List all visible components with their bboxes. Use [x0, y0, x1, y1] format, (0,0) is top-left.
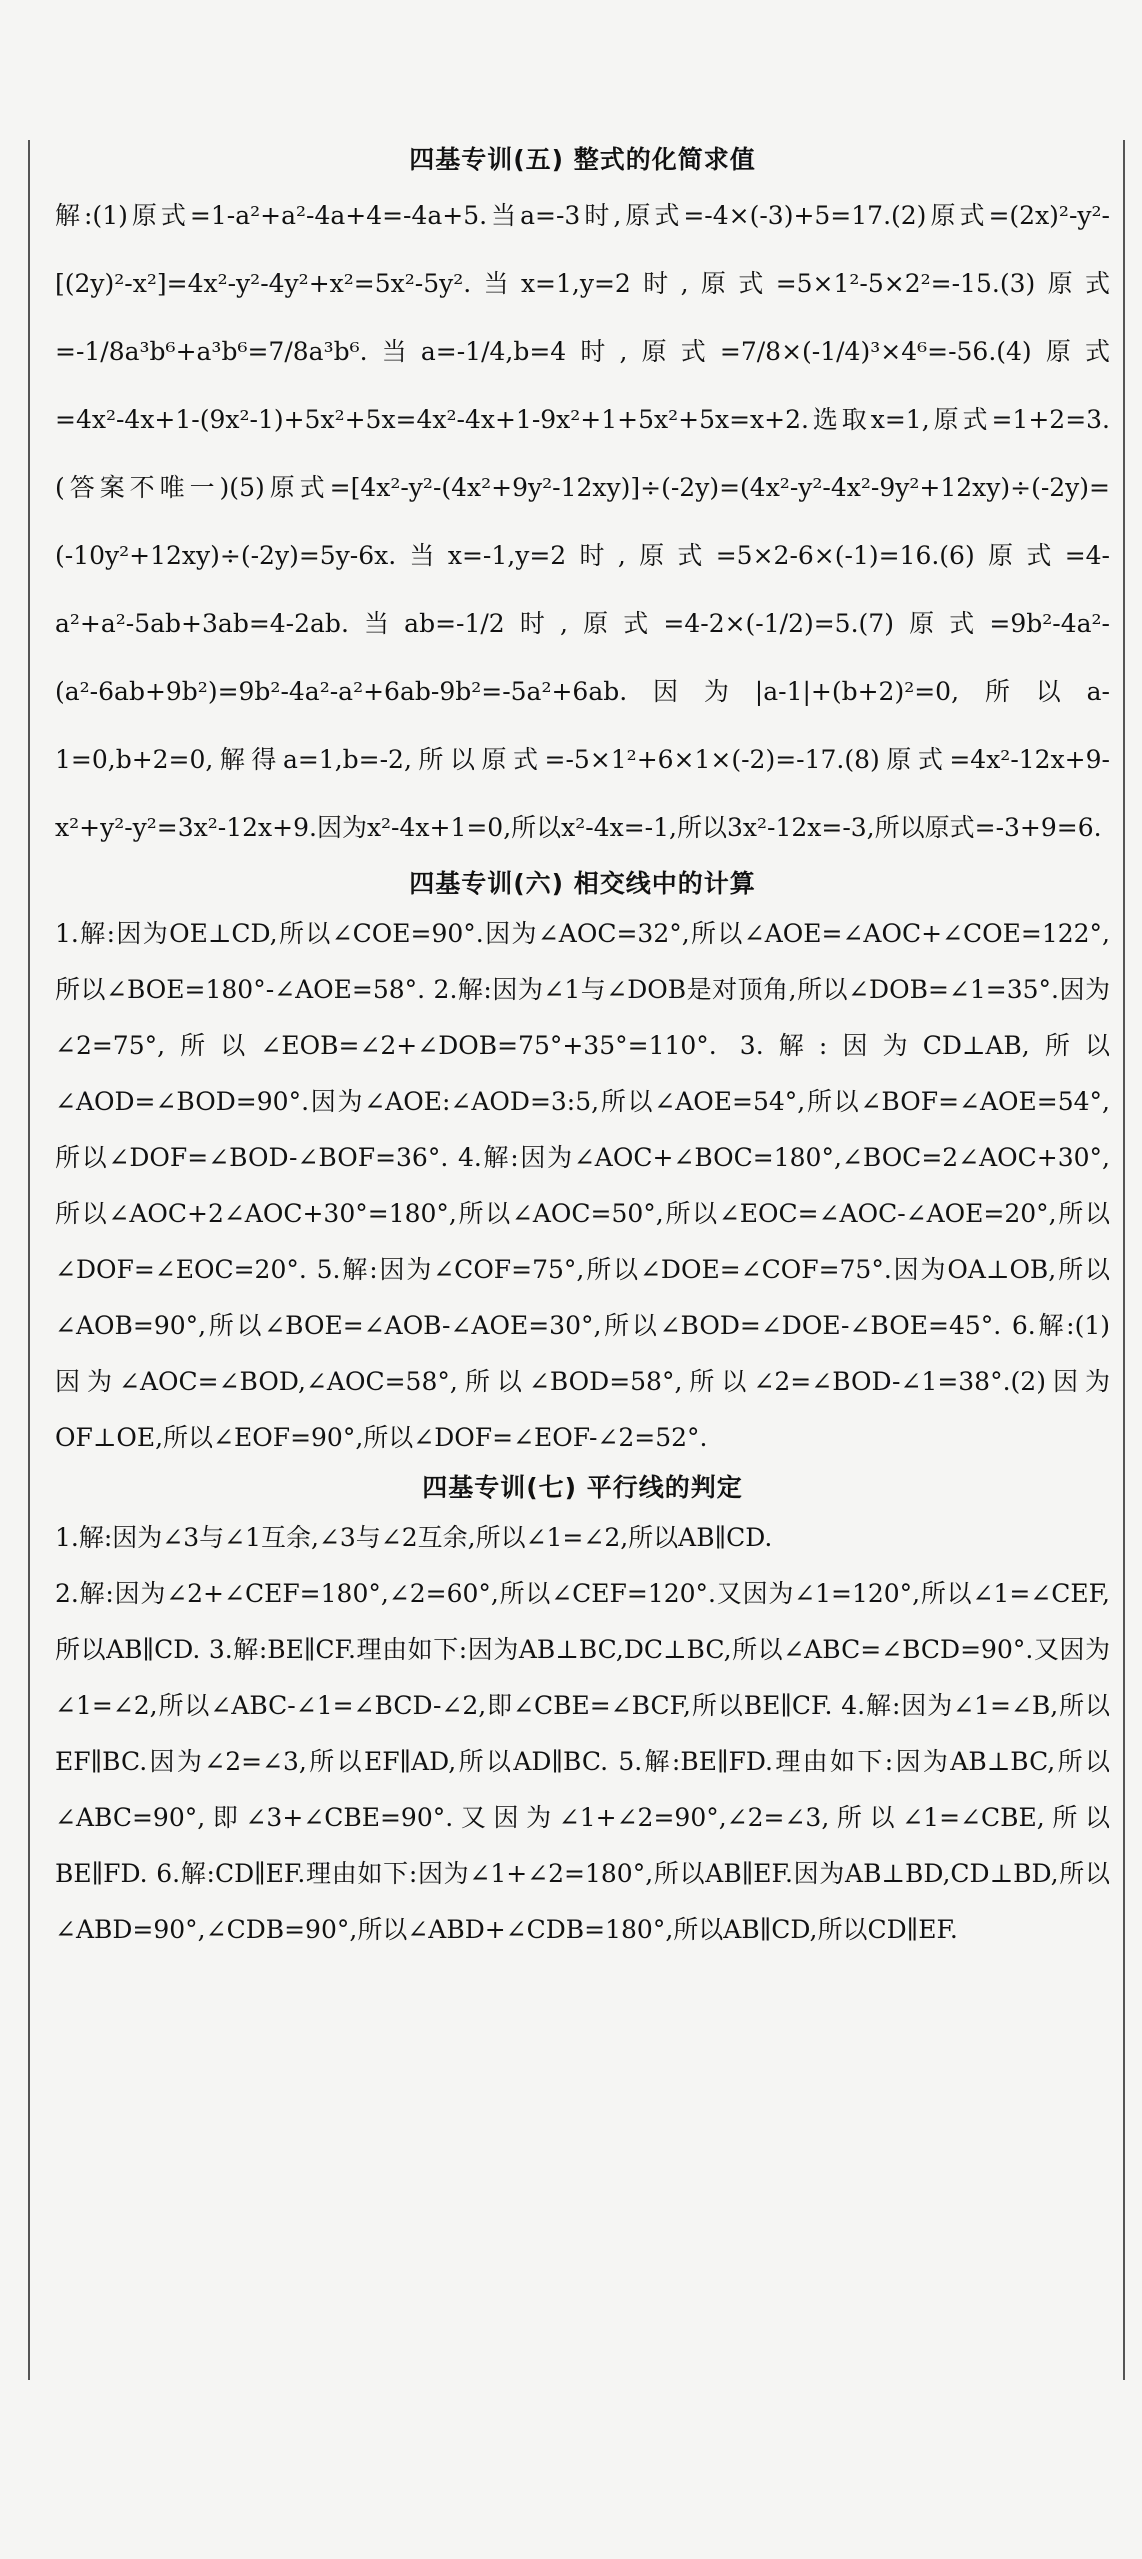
section-6 [55, 862, 1110, 1466]
section-title: 四基专训(七) 平行线的判定 [422, 1473, 743, 1502]
solution-paragraph: 1.解:因为∠3与∠1互余,∠3与∠2互余,所以∠1=∠2,所以AB∥CD. [55, 1523, 773, 1552]
solution-paragraph: 2.解:因为∠2+∠CEF=180°,∠2=60°,所以∠CEF=120°.又因为∠1=120°,所以∠1=∠CEF,所以AB∥CD. 3.解:BE∥CF.理由如下:因为AB⊥BC,DC⊥BC,所以∠ABC=∠BCD=90°.又因为∠1=∠2,所以∠ABC-∠1=∠BCD-∠2,即∠CBE=∠BCF,所以BE∥CF. 4.解:因为∠1=∠B,所以EF∥BC.因为∠2=∠3,所以EF∥AD,所以AD∥BC. 5.解:BE∥FD.理由如下:因为AB⊥BC,所以∠ABC=90°,即∠3+∠CBE=90°.又因为∠1+∠2=90°,∠2=∠3,所以∠1=∠CBE,所以BE∥FD. 6.解:CD∥EF.理由如下:因为∠1+∠2=180°,所以AB∥EF.因为AB⊥BD,CD⊥BD,所以∠ABD=90°,∠CDB=90°,所以∠ABD+∠CDB=180°,所以AB∥CD,所以CD∥EF. [55, 1579, 1110, 1944]
solution-paragraph: 1.解:因为OE⊥CD,所以∠COE=90°.因为∠AOC=32°,所以∠AOE=∠AOC+∠COE=122°,所以∠BOE=180°-∠AOE=58°. 2.解:因为∠1与∠DOB是对顶角,所以∠DOB=∠1=35°.因为∠2=75°,所以∠EOB=∠2+∠DOB=75°+35°=110°. 3.解:因为CD⊥AB,所以∠AOD=∠BOD=90°.因为∠AOE:∠AOD=3:5,所以∠AOE=54°,所以∠BOF=∠AOE=54°,所以∠DOF=∠BOD-∠BOF=36°. 4.解:因为∠AOC+∠BOC=180°,∠BOC=2∠AOC+30°,所以∠AOC+2∠AOC+30°=180°,所以∠AOC=50°,所以∠EOC=∠AOC-∠AOE=20°,所以∠DOF=∠EOC=20°. 5.解:因为∠COF=75°,所以∠DOE=∠COF=75°.因为OA⊥OB,所以∠AOB=90°,所以∠BOE=∠AOB-∠AOE=30°,所以∠BOD=∠DOE-∠BOE=45°. 6.解:(1)因为∠AOC=∠BOD,∠AOC=58°,所以∠BOD=58°,所以∠2=∠BOD-∠1=38°.(2)因为OF⊥OE,所以∠EOF=90°,所以∠DOF=∠EOF-∠2=52°. [55, 919, 1110, 1452]
section-title: 四基专训(六) 相交线中的计算 [409, 869, 756, 898]
right-margin-rule [1123, 140, 1125, 2380]
section-7 [55, 1466, 1110, 1958]
solution-paragraph: 解:(1)原式=1-a²+a²-4a+4=-4a+5.当a=-3时,原式=-4×(-3)+5=17.(2)原式=(2x)²-y²-[(2y)²-x²]=4x²-y²-4y²+x²=5x²-5y².当x=1,y=2时,原式=5×1²-5×2²=-15.(3)原式=-1/8a³b⁶+a³b⁶=7/8a³b⁶.当a=-1/4,b=4时,原式=7/8×(-1/4)³×4⁶=-56.(4)原式=4x²-4x+1-(9x²-1)+5x²+5x=4x²-4x+1-9x²+1+5x²+5x=x+2.选取x=1,原式=1+2=3.(答案不唯一)(5)原式=[4x²-y²-(4x²+9y²-12xy)]÷(-2y)=(4x²-y²-4x²-9y²+12xy)÷(-2y)=(-10y²+12xy)÷(-2y)=5y-6x.当x=-1,y=2时,原式=5×2-6×(-1)=16.(6)原式=4-a²+a²-5ab+3ab=4-2ab.当ab=-1/2时,原式=4-2×(-1/2)=5.(7)原式=9b²-4a²-(a²-6ab+9b²)=9b²-4a²-a²+6ab-9b²=-5a²+6ab.因为|a-1|+(b+2)²=0,所以a-1=0,b+2=0,解得a=1,b=-2,所以原式=-5×1²+6×1×(-2)=-17.(8)原式=4x²-12x+9-x²+y²-y²=3x²-12x+9.因为x²-4x+1=0,所以x²-4x=-1,所以3x²-12x=-3,所以原式=-3+9=6. [55, 201, 1110, 842]
section-5 [55, 138, 1110, 862]
left-margin-rule [28, 140, 30, 2380]
answer-content [55, 138, 1110, 1958]
section-title: 四基专训(五) 整式的化简求值 [409, 145, 756, 174]
